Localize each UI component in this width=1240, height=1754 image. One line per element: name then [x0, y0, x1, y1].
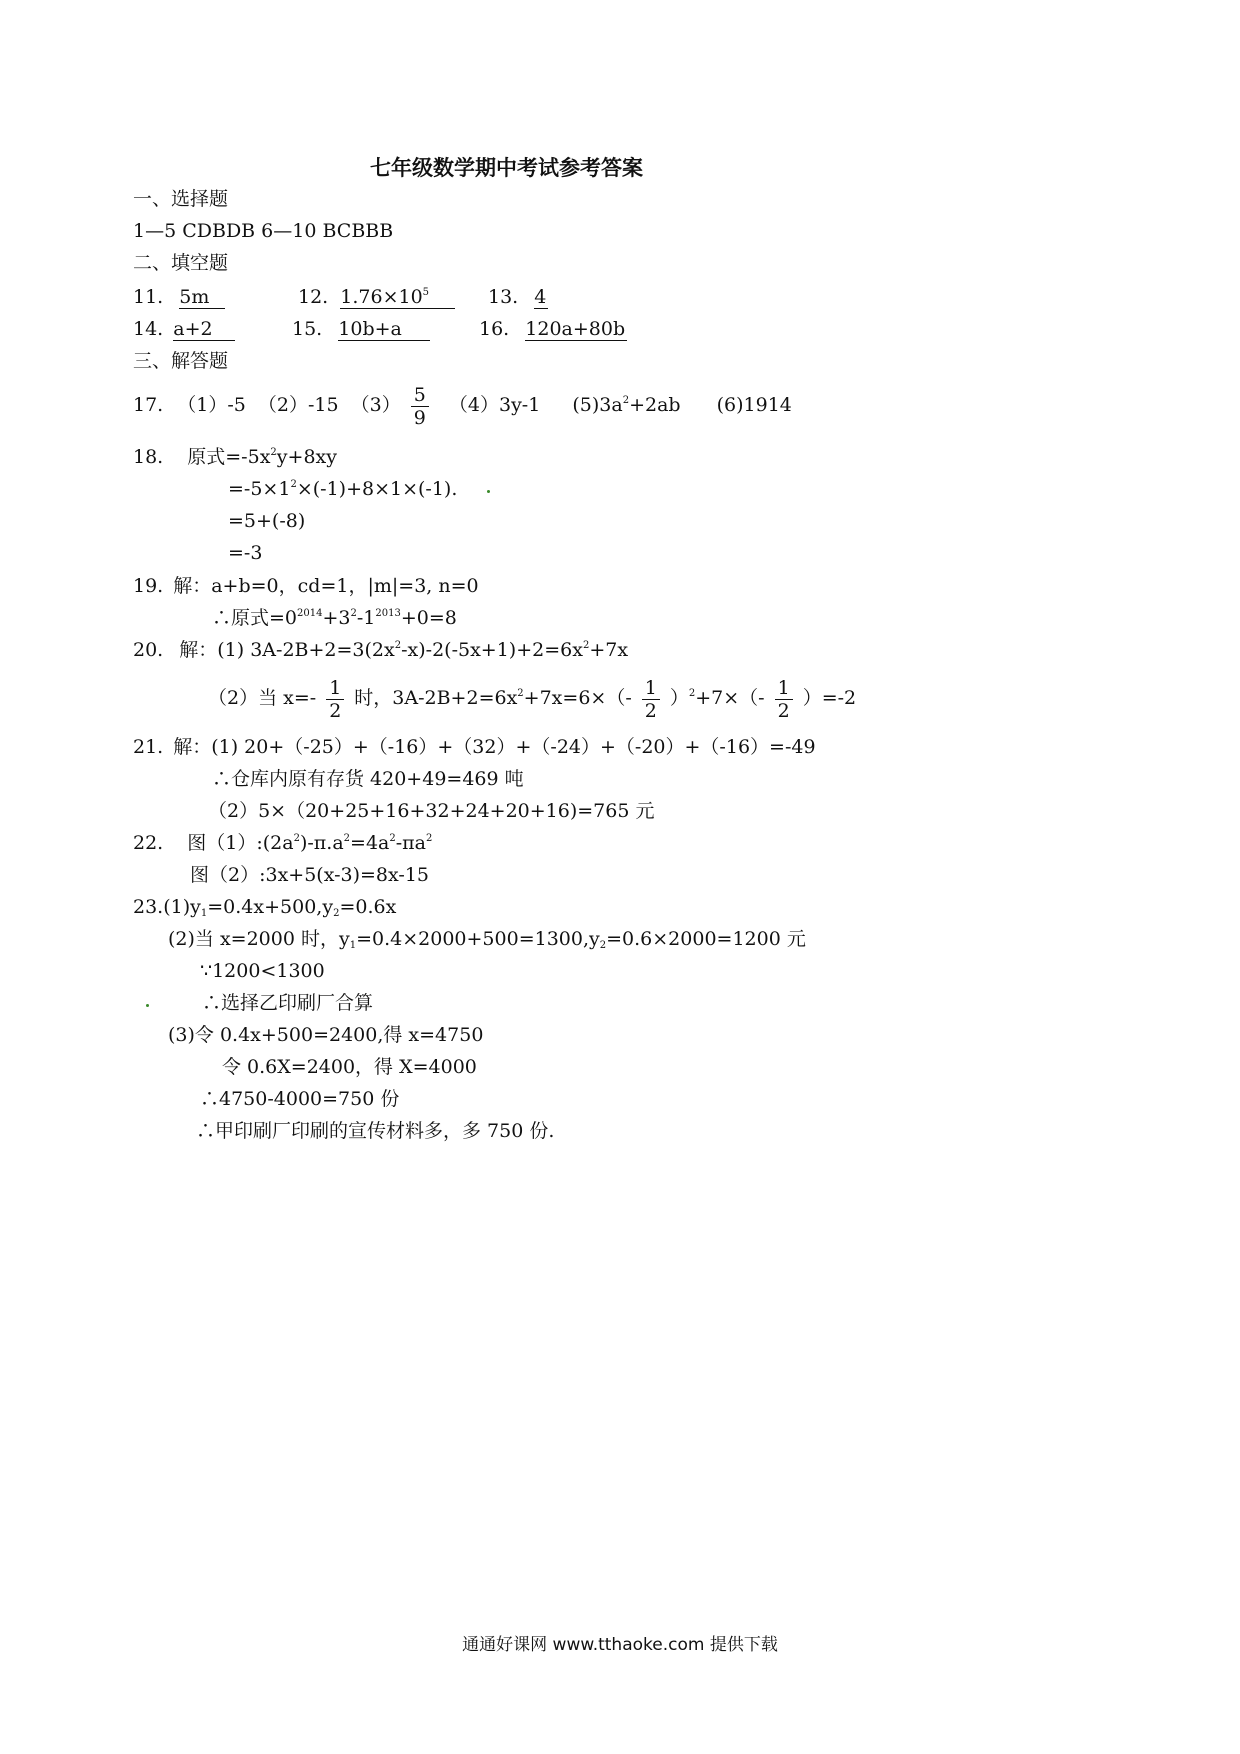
section-heading-multiple-choice: 一、选择题 — [133, 188, 229, 210]
question-number: 14. — [133, 318, 164, 340]
answer-23-line-3: ∵1200<1300 — [200, 960, 325, 982]
answer-23-line-5: (3)令 0.4x+500=2400,得 x=4750 — [168, 1024, 484, 1046]
answer-21-line-1: 21. 解：(1) 20+（-25）+（-16）+（32）+（-24）+（-20）+（-16）=-49 — [133, 736, 816, 758]
answer-18-line-1: 18. 原式$=-5x^2y+8xy$ — [133, 446, 337, 468]
answer-23-line-7: ∴4750-4000=750 份 — [200, 1088, 400, 1110]
question-number: 13. — [488, 286, 519, 308]
answer-19-line-2: ∴原式$=0^{2014}+3^2-1^{2013}+0=8$ — [212, 607, 457, 629]
answer-value: 4 — [534, 286, 547, 308]
answer-20-line-1: 20. 解：(1) $3A-2B+2=3(2x^2-x)-2(-5x+1)+2=6x^2+7x$ — [133, 639, 629, 661]
question-number: 12. — [298, 286, 329, 308]
answer-20-line-2: （2）当 x=- $\frac{1}{2}$ 时，$3A-2B+2=6x^2+7x=6\times(-$ $\frac{1}{2}$ ）$^2$+7×（- $\frac{1}{2}$ ）=-2 — [208, 676, 857, 722]
fraction-5-9: $\frac{5}{9}$ — [411, 384, 429, 429]
answer-value: 120a+80b — [525, 318, 626, 340]
answer-21-line-3: （2）5×（20+25+16+32+24+20+16)=765 元 — [208, 800, 655, 822]
answer-23-line-8: ∴甲印刷厂印刷的宣传材料多，多 750 份. — [196, 1120, 555, 1142]
answer-value: 5m — [179, 286, 225, 309]
answer-23-line-1: $23.(1)y_1=0.4x+500,y_2=0.6x$ — [133, 896, 397, 919]
answer-value: 10b+a — [338, 318, 430, 341]
page-title: 七年级数学期中考试参考答案 — [370, 156, 643, 180]
answer-value: a+2 — [173, 318, 234, 341]
answer-23-line-2: (2)当 x=2000 时，$y_1=0.4\times 2000+500=1300,y_2=0.6\times 2000=1200$ 元 — [168, 928, 806, 951]
answer-23-line-6: 令 0.6X=2400，得 X=4000 — [222, 1056, 477, 1078]
answer-18-line-3: =5+(-8) — [228, 510, 306, 532]
answer-12 — [298, 284, 455, 310]
answer-13 — [488, 284, 548, 310]
scan-artifact-dot — [487, 490, 490, 493]
scan-artifact-dot — [146, 1004, 149, 1007]
answer-23-line-4: ∴选择乙印刷厂合算 — [202, 992, 374, 1014]
section-heading-fill-blank: 二、填空题 — [133, 252, 229, 274]
section-heading-solutions: 三、解答题 — [133, 350, 229, 372]
answer-18-line-2: $=-5\times 1^2\times(-1)+8\times 1\times(-1)$. — [228, 478, 458, 500]
answer-22-line-2: 图（2）:3x+5(x-3)=8x-15 — [190, 864, 430, 886]
fraction-1-2: $\frac{1}{2}$ — [642, 677, 660, 722]
answer-22-line-1: 22. 图$(1):(2a^2)-\pi.a^2=4a^2-\pi a^2$ — [133, 832, 433, 854]
answer-14 — [133, 316, 235, 342]
answer-18-line-4: =-3 — [228, 542, 263, 564]
answer-11 — [133, 284, 225, 310]
answer-17: 17. （1）-5 （2）-15 （3） $\frac{5}{9}$ （4）3y-1 $(5)3a^2+2ab$ (6)1914 — [133, 383, 792, 429]
question-number: 15. — [292, 318, 323, 340]
multiple-choice-answers: 1—5 CDBDB 6—10 BCBBB — [133, 220, 394, 242]
answer-19-line-1: 19. 解：a+b=0，cd=1，|m|=3, n=0 — [133, 575, 479, 597]
fraction-1-2: $\frac{1}{2}$ — [326, 677, 344, 722]
footer-source: 通通好课网 www.tthaoke.com 提供下载 — [462, 1635, 778, 1655]
question-number: 11. — [133, 286, 164, 308]
question-number: 16. — [479, 318, 510, 340]
answer-15 — [292, 316, 430, 342]
answer-16 — [479, 316, 627, 342]
fraction-1-2: $\frac{1}{2}$ — [775, 677, 793, 722]
answer-value: $1.76\times 10^5$ — [340, 286, 455, 309]
answer-21-line-2: ∴仓库内原有存货 420+49=469 吨 — [212, 768, 524, 790]
